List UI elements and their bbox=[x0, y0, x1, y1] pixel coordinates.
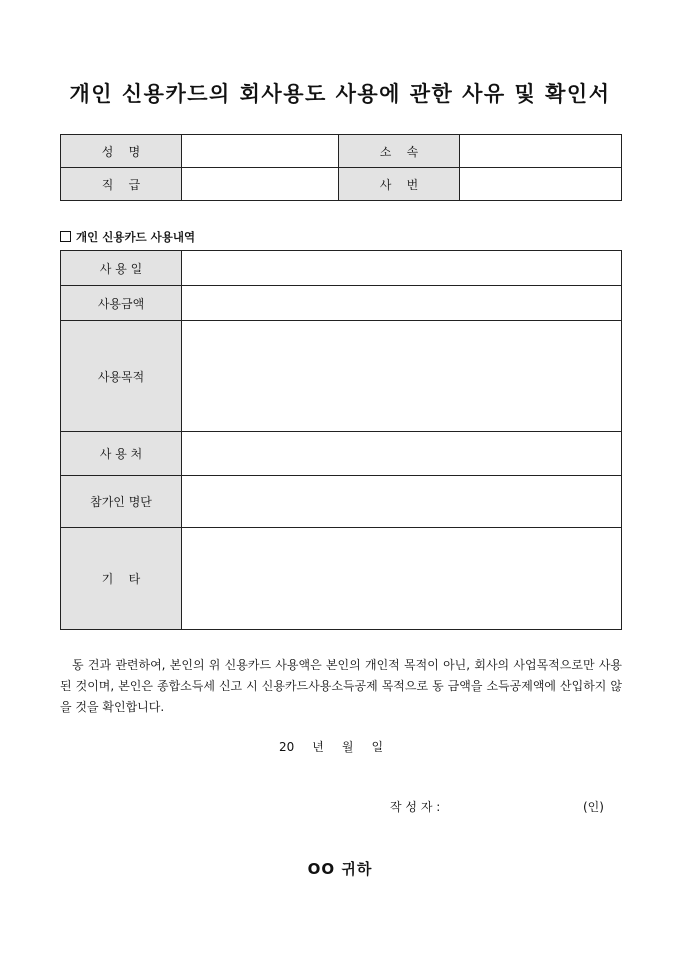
date-year: 20 bbox=[279, 740, 295, 754]
usage-date-label: 사 용 일 bbox=[61, 251, 182, 286]
usage-amount-label: 사용금액 bbox=[61, 286, 182, 321]
usage-purpose-label: 사용목적 bbox=[61, 321, 182, 432]
declaration-text: 동 건과 관련하여, 본인의 위 신용카드 사용액은 본인의 개인적 목적이 아닌, 회사의 사업목적으로만 사용된 것이며, 본인은 종합소득세 신고 시 신용카드사용소득공제 목적으로 동 금액을 소득공제액에 산입하지 않을 것을 확인합니다. bbox=[60, 658, 622, 714]
etc-field[interactable] bbox=[182, 528, 622, 630]
name-field[interactable] bbox=[182, 135, 339, 168]
author-label: 작 성 자 : bbox=[390, 800, 441, 814]
usage-purpose-field[interactable] bbox=[182, 321, 622, 432]
etc-label: 기 타 bbox=[61, 528, 182, 630]
rank-field[interactable] bbox=[182, 168, 339, 201]
personal-info-table bbox=[60, 134, 622, 201]
date-month-unit: 월 bbox=[341, 740, 354, 754]
department-label: 소 속 bbox=[339, 135, 460, 168]
seal-mark: (인) bbox=[583, 800, 604, 814]
date-day-unit: 일 bbox=[371, 740, 384, 754]
table-row bbox=[61, 321, 622, 432]
date-year-unit: 년 bbox=[312, 740, 324, 754]
usage-place-label: 사 용 처 bbox=[61, 432, 182, 476]
table-row bbox=[61, 286, 622, 321]
department-field[interactable] bbox=[460, 135, 622, 168]
usage-date-field[interactable] bbox=[182, 251, 622, 286]
usage-place-field[interactable] bbox=[182, 432, 622, 476]
table-row bbox=[61, 432, 622, 476]
card-usage-table bbox=[60, 250, 622, 630]
table-row bbox=[61, 251, 622, 286]
rank-label: 직 급 bbox=[61, 168, 182, 201]
participants-label: 참가인 명단 bbox=[61, 476, 182, 528]
checkbox-square-icon bbox=[60, 231, 71, 242]
addressee: OO 귀하 bbox=[307, 860, 373, 878]
table-row bbox=[61, 528, 622, 630]
employee-number-label: 사 번 bbox=[339, 168, 460, 201]
table-row bbox=[61, 168, 622, 201]
usage-amount-field[interactable] bbox=[182, 286, 622, 321]
table-row bbox=[61, 476, 622, 528]
employee-number-field[interactable] bbox=[460, 168, 622, 201]
table-row bbox=[61, 135, 622, 168]
section-heading bbox=[60, 229, 195, 245]
name-label: 성 명 bbox=[61, 135, 182, 168]
section-title: 개인 신용카드 사용내역 bbox=[76, 230, 196, 244]
participants-field[interactable] bbox=[182, 476, 622, 528]
document-title: 개인 신용카드의 회사용도 사용에 관한 사유 및 확인서 bbox=[69, 81, 611, 106]
date-line bbox=[279, 738, 401, 755]
